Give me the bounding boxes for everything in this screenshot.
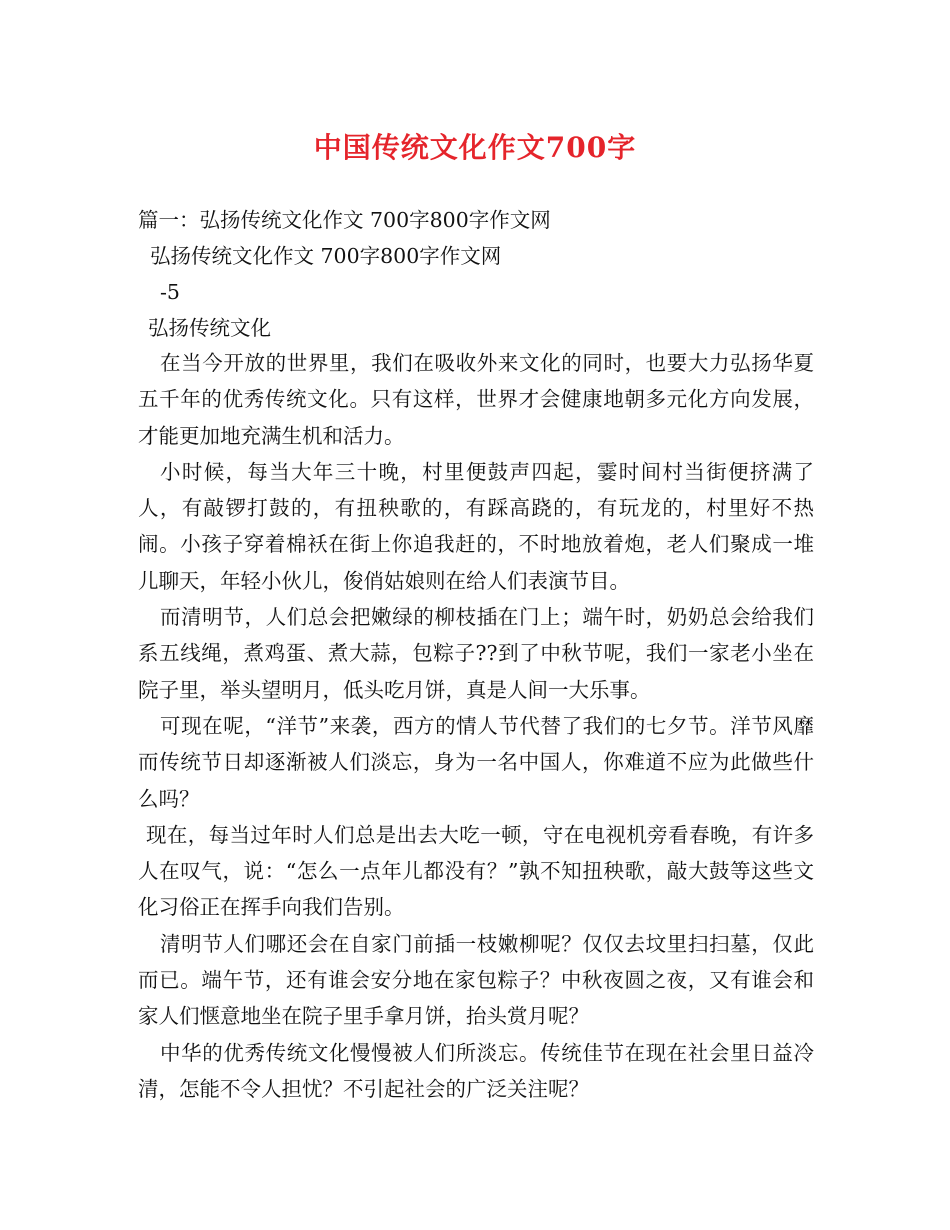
paragraph: 在当今开放的世界里，我们在吸收外来文化的同时，也要大力弘扬华夏五千年的优秀传统文化。只有这样，世界才会健康地朝多元化方向发展，才能更加地充满生机和活力。 <box>138 351 814 448</box>
page-marker: -5 <box>160 280 180 304</box>
paragraph: 可现在呢，“洋节”来袭，西方的情人节代替了我们的七夕节。洋节风靡而传统节日却逐渐被人们淡忘，身为一名中国人，你难道不应为此做些什么吗？ <box>138 713 814 811</box>
paragraph: 中华的优秀传统文化慢慢被人们所淡忘。传统佳节在现在社会里日益冷清，怎能不令人担忧？不引起社会的广泛关注呢？ <box>138 1040 814 1101</box>
document-title: 中国传统文化作文700字 <box>313 131 637 164</box>
section-title: 弘扬传统文化 <box>148 316 271 340</box>
paragraph: 现在，每当过年时人们总是出去大吃一顿，守在电视机旁看春晚，有许多人在叹气，说：“怎么一点年儿都没有？”孰不知扭秧歌，敲大鼓等这些文化习俗正在挥手向我们告别。 <box>138 822 814 920</box>
paragraph: 而清明节，人们总会把嫩绿的柳枝插在门上；端午时，奶奶总会给我们系五线绳，煮鸡蛋、煮大蒜，包粽子??到了中秋节呢，我们一家老小坐在院子里，举头望明月，低头吃月饼，真是人间一大乐事。 <box>138 605 814 702</box>
paragraph: 小时候，每当大年三十晚，村里便鼓声四起，霎时间村当街便挤满了人，有敲锣打鼓的，有扭秧歌的，有踩高跷的，有玩龙的，村里好不热闹。小孩子穿着棉袄在街上你追我赶的，不时地放着炮，老人们聚成一堆儿聊天，年轻小伙儿，俊俏姑娘则在给人们表演节目。 <box>138 459 814 593</box>
heading-line: 篇一：弘扬传统文化作文 700字800字作文网 <box>138 208 551 232</box>
paragraph: 清明节人们哪还会在自家门前插一枝嫩柳呢？仅仅去坟里扫扫墓，仅此而已。端午节，还有谁会安分地在家包粽子？中秋夜圆之夜，又有谁会和家人们惬意地坐在院子里手拿月饼，抬头赏月呢？ <box>138 931 814 1029</box>
subheading-line: 弘扬传统文化作文 700字800字作文网 <box>150 244 502 268</box>
essay-body <box>138 345 814 1107</box>
